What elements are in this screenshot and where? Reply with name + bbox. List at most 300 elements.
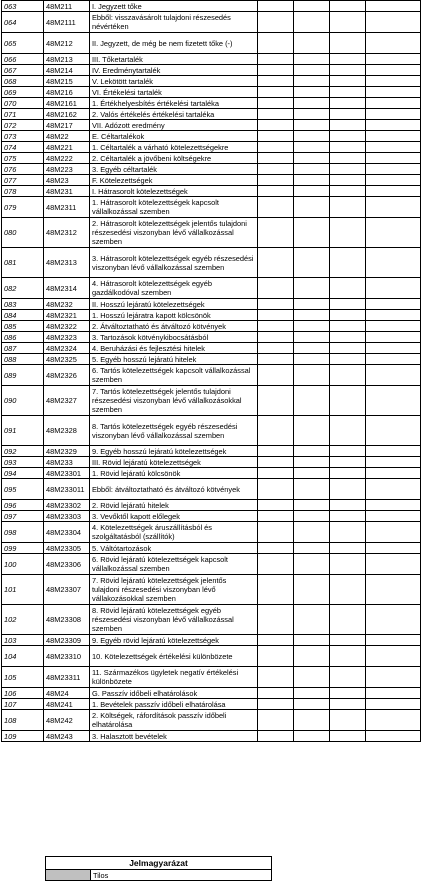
row-number: 069 — [2, 87, 44, 98]
legend-label-forbidden: Tilos — [91, 870, 272, 881]
value-cell-2[interactable] — [294, 554, 330, 575]
value-cell-4[interactable] — [366, 332, 421, 343]
row-label: E. Céltartalékok — [90, 131, 258, 142]
row-label: Ebből: átváltoztatható és átváltozó kötvények — [90, 479, 258, 500]
value-cell-2[interactable] — [294, 218, 330, 248]
table-row — [2, 65, 421, 76]
value-cell-4[interactable] — [366, 1, 421, 12]
value-cell-3[interactable] — [330, 543, 366, 554]
row-label: 4. Kötelezettségek áruszállításból és szolgáltatásból (szállítók) — [90, 522, 258, 543]
value-cell-2[interactable] — [294, 667, 330, 688]
value-cell-2[interactable] — [294, 457, 330, 468]
row-number: 070 — [2, 98, 44, 109]
row-label: 11. Származékos ügyletek negatív értékelési különbözete — [90, 667, 258, 688]
table-row — [2, 710, 421, 731]
row-code: 48M242 — [44, 710, 90, 731]
value-cell-2[interactable] — [294, 446, 330, 457]
table-row — [2, 468, 421, 479]
table-row — [2, 554, 421, 575]
row-code: 48M2322 — [44, 321, 90, 332]
row-number: 080 — [2, 218, 44, 248]
row-label: II. Jegyzett, de még be nem fizetett tőke (-) — [90, 33, 258, 54]
row-number: 086 — [2, 332, 44, 343]
table-row — [2, 278, 421, 299]
row-code: 48M23303 — [44, 511, 90, 522]
row-code: 48M2328 — [44, 416, 90, 446]
value-cell-4[interactable] — [366, 186, 421, 197]
value-cell-4[interactable] — [366, 218, 421, 248]
value-cell-4[interactable] — [366, 54, 421, 65]
value-cell-1[interactable] — [258, 321, 294, 332]
value-cell-1[interactable] — [258, 131, 294, 142]
row-label: VI. Értékelési tartalék — [90, 87, 258, 98]
value-cell-2[interactable] — [294, 343, 330, 354]
row-label: 3. Tartozások kötvénykibocsátásból — [90, 332, 258, 343]
value-cell-3[interactable] — [330, 310, 366, 321]
table-row — [2, 731, 421, 742]
row-number: 075 — [2, 153, 44, 164]
value-cell-2[interactable] — [294, 479, 330, 500]
table-row — [2, 354, 421, 365]
value-cell-3[interactable] — [330, 554, 366, 575]
row-label: 6. Rövid lejáratú kötelezettségek kapcsolt vállalkozással szemben — [90, 554, 258, 575]
value-cell-3[interactable] — [330, 646, 366, 667]
value-cell-3[interactable] — [330, 522, 366, 543]
value-cell-4[interactable] — [366, 98, 421, 109]
value-cell-3[interactable] — [330, 354, 366, 365]
value-cell-3[interactable] — [330, 1, 366, 12]
value-cell-3[interactable] — [330, 500, 366, 511]
value-cell-3[interactable] — [330, 446, 366, 457]
row-code: 48M23304 — [44, 522, 90, 543]
row-number: 081 — [2, 248, 44, 278]
value-cell-1[interactable] — [258, 500, 294, 511]
value-cell-3[interactable] — [330, 153, 366, 164]
row-number: 085 — [2, 321, 44, 332]
value-cell-4[interactable] — [366, 554, 421, 575]
value-cell-2[interactable] — [294, 710, 330, 731]
row-code: 48M23306 — [44, 554, 90, 575]
row-number: 095 — [2, 479, 44, 500]
value-cell-4[interactable] — [366, 575, 421, 605]
value-cell-4[interactable] — [366, 197, 421, 218]
value-cell-4[interactable] — [366, 76, 421, 87]
value-cell-1[interactable] — [258, 688, 294, 699]
value-cell-3[interactable] — [330, 479, 366, 500]
table-row — [2, 164, 421, 175]
row-code: 48M22 — [44, 131, 90, 142]
table-row — [2, 543, 421, 554]
value-cell-3[interactable] — [330, 120, 366, 131]
value-cell-2[interactable] — [294, 131, 330, 142]
value-cell-2[interactable] — [294, 278, 330, 299]
value-cell-1[interactable] — [258, 332, 294, 343]
value-cell-2[interactable] — [294, 468, 330, 479]
value-cell-3[interactable] — [330, 109, 366, 120]
value-cell-2[interactable] — [294, 33, 330, 54]
value-cell-3[interactable] — [330, 33, 366, 54]
value-cell-2[interactable] — [294, 386, 330, 416]
value-cell-2[interactable] — [294, 365, 330, 386]
value-cell-4[interactable] — [366, 386, 421, 416]
value-cell-1[interactable] — [258, 142, 294, 153]
value-cell-1[interactable] — [258, 457, 294, 468]
row-code: 48M213 — [44, 54, 90, 65]
value-cell-3[interactable] — [330, 343, 366, 354]
value-cell-3[interactable] — [330, 87, 366, 98]
row-number: 099 — [2, 543, 44, 554]
value-cell-3[interactable] — [330, 321, 366, 332]
value-cell-2[interactable] — [294, 543, 330, 554]
table-row — [2, 321, 421, 332]
value-cell-4[interactable] — [366, 605, 421, 635]
row-number: 082 — [2, 278, 44, 299]
row-code: 48M2327 — [44, 386, 90, 416]
value-cell-3[interactable] — [330, 688, 366, 699]
value-cell-4[interactable] — [366, 457, 421, 468]
row-code: 48M241 — [44, 699, 90, 710]
row-label: G. Passzív időbeli elhatárolások — [90, 688, 258, 699]
row-label: 3. Vevőktől kapott előlegek — [90, 511, 258, 522]
value-cell-1[interactable] — [258, 299, 294, 310]
row-number: 097 — [2, 511, 44, 522]
value-cell-1[interactable] — [258, 543, 294, 554]
value-cell-4[interactable] — [366, 343, 421, 354]
value-cell-4[interactable] — [366, 710, 421, 731]
row-number: 104 — [2, 646, 44, 667]
row-code: 48M221 — [44, 142, 90, 153]
value-cell-4[interactable] — [366, 142, 421, 153]
table-row — [2, 646, 421, 667]
value-cell-3[interactable] — [330, 332, 366, 343]
row-number: 102 — [2, 605, 44, 635]
row-code: 48M2321 — [44, 310, 90, 321]
value-cell-1[interactable] — [258, 310, 294, 321]
value-cell-2[interactable] — [294, 120, 330, 131]
value-cell-4[interactable] — [366, 688, 421, 699]
value-cell-4[interactable] — [366, 699, 421, 710]
value-cell-1[interactable] — [258, 635, 294, 646]
value-cell-2[interactable] — [294, 197, 330, 218]
row-code: 48M2326 — [44, 365, 90, 386]
row-number: 101 — [2, 575, 44, 605]
value-cell-1[interactable] — [258, 153, 294, 164]
value-cell-3[interactable] — [330, 164, 366, 175]
value-cell-2[interactable] — [294, 109, 330, 120]
row-code: 48M2329 — [44, 446, 90, 457]
value-cell-1[interactable] — [258, 33, 294, 54]
row-number: 077 — [2, 175, 44, 186]
value-cell-1[interactable] — [258, 109, 294, 120]
value-cell-1[interactable] — [258, 197, 294, 218]
value-cell-4[interactable] — [366, 109, 421, 120]
table-row — [2, 109, 421, 120]
row-code: 48M2313 — [44, 248, 90, 278]
value-cell-2[interactable] — [294, 699, 330, 710]
table-row — [2, 457, 421, 468]
value-cell-2[interactable] — [294, 164, 330, 175]
value-cell-2[interactable] — [294, 248, 330, 278]
value-cell-4[interactable] — [366, 667, 421, 688]
value-cell-3[interactable] — [330, 278, 366, 299]
row-number: 065 — [2, 33, 44, 54]
value-cell-3[interactable] — [330, 731, 366, 742]
value-cell-1[interactable] — [258, 1, 294, 12]
value-cell-1[interactable] — [258, 646, 294, 667]
value-cell-4[interactable] — [366, 33, 421, 54]
value-cell-4[interactable] — [366, 310, 421, 321]
value-cell-1[interactable] — [258, 667, 294, 688]
value-cell-1[interactable] — [258, 87, 294, 98]
value-cell-1[interactable] — [258, 354, 294, 365]
row-label: 1. Bevételek passzív időbeli elhatárolása — [90, 699, 258, 710]
value-cell-3[interactable] — [330, 299, 366, 310]
value-cell-3[interactable] — [330, 76, 366, 87]
value-cell-3[interactable] — [330, 468, 366, 479]
value-cell-2[interactable] — [294, 605, 330, 635]
value-cell-2[interactable] — [294, 153, 330, 164]
value-cell-2[interactable] — [294, 175, 330, 186]
row-number: 073 — [2, 131, 44, 142]
table-row — [2, 218, 421, 248]
value-cell-1[interactable] — [258, 76, 294, 87]
row-number: 076 — [2, 164, 44, 175]
row-code: 48M2325 — [44, 354, 90, 365]
row-label: I. Jegyzett tőke — [90, 1, 258, 12]
value-cell-2[interactable] — [294, 186, 330, 197]
value-cell-3[interactable] — [330, 98, 366, 109]
table-row — [2, 1, 421, 12]
value-cell-4[interactable] — [366, 65, 421, 76]
value-cell-1[interactable] — [258, 248, 294, 278]
row-label: I. Hátrasorolt kötelezettségek — [90, 186, 258, 197]
value-cell-1[interactable] — [258, 605, 294, 635]
value-cell-1[interactable] — [258, 731, 294, 742]
value-cell-2[interactable] — [294, 688, 330, 699]
value-cell-2[interactable] — [294, 646, 330, 667]
value-cell-3[interactable] — [330, 605, 366, 635]
table-row — [2, 186, 421, 197]
value-cell-1[interactable] — [258, 699, 294, 710]
value-cell-3[interactable] — [330, 65, 366, 76]
value-cell-1[interactable] — [258, 54, 294, 65]
row-label: 1. Rövid lejáratú kölcsönök — [90, 468, 258, 479]
row-label: 2. Céltartalék a jövőbeni költségekre — [90, 153, 258, 164]
row-number: 072 — [2, 120, 44, 131]
value-cell-1[interactable] — [258, 98, 294, 109]
value-cell-2[interactable] — [294, 500, 330, 511]
value-cell-3[interactable] — [330, 386, 366, 416]
row-code: 48M2162 — [44, 109, 90, 120]
value-cell-4[interactable] — [366, 468, 421, 479]
value-cell-1[interactable] — [258, 175, 294, 186]
value-cell-4[interactable] — [366, 635, 421, 646]
value-cell-1[interactable] — [258, 186, 294, 197]
row-label: 7. Rövid lejáratú kötelezettségek jelentős tulajdoni részesedési viszonyban lévő vállakozásokkal szemben — [90, 575, 258, 605]
row-code: 48M223 — [44, 164, 90, 175]
row-number: 087 — [2, 343, 44, 354]
value-cell-4[interactable] — [366, 543, 421, 554]
row-number: 096 — [2, 500, 44, 511]
table-row — [2, 131, 421, 142]
row-code: 48M215 — [44, 76, 90, 87]
value-cell-3[interactable] — [330, 699, 366, 710]
value-cell-1[interactable] — [258, 278, 294, 299]
value-cell-4[interactable] — [366, 175, 421, 186]
value-cell-2[interactable] — [294, 731, 330, 742]
value-cell-4[interactable] — [366, 321, 421, 332]
value-cell-2[interactable] — [294, 299, 330, 310]
value-cell-3[interactable] — [330, 511, 366, 522]
value-cell-3[interactable] — [330, 248, 366, 278]
value-cell-1[interactable] — [258, 522, 294, 543]
value-cell-4[interactable] — [366, 153, 421, 164]
table-row — [2, 688, 421, 699]
value-cell-2[interactable] — [294, 12, 330, 33]
row-code: 48M23 — [44, 175, 90, 186]
value-cell-1[interactable] — [258, 554, 294, 575]
value-cell-4[interactable] — [366, 646, 421, 667]
value-cell-3[interactable] — [330, 142, 366, 153]
row-number: 106 — [2, 688, 44, 699]
value-cell-4[interactable] — [366, 446, 421, 457]
value-cell-1[interactable] — [258, 468, 294, 479]
row-label: 4. Hátrasorolt kötelezettségek egyéb gazdálkodóval szemben — [90, 278, 258, 299]
value-cell-4[interactable] — [366, 164, 421, 175]
value-cell-4[interactable] — [366, 12, 421, 33]
value-cell-3[interactable] — [330, 175, 366, 186]
value-cell-4[interactable] — [366, 731, 421, 742]
row-code: 48M23309 — [44, 635, 90, 646]
value-cell-4[interactable] — [366, 87, 421, 98]
value-cell-1[interactable] — [258, 446, 294, 457]
value-cell-3[interactable] — [330, 416, 366, 446]
value-cell-1[interactable] — [258, 479, 294, 500]
value-cell-2[interactable] — [294, 575, 330, 605]
table-row — [2, 175, 421, 186]
table-row — [2, 446, 421, 457]
value-cell-3[interactable] — [330, 457, 366, 468]
value-cell-2[interactable] — [294, 522, 330, 543]
value-cell-3[interactable] — [330, 710, 366, 731]
value-cell-2[interactable] — [294, 142, 330, 153]
value-cell-1[interactable] — [258, 164, 294, 175]
row-number: 083 — [2, 299, 44, 310]
value-cell-1[interactable] — [258, 65, 294, 76]
value-cell-1[interactable] — [258, 343, 294, 354]
value-cell-4[interactable] — [366, 416, 421, 446]
row-label: III. Tőketartalék — [90, 54, 258, 65]
row-label: V. Lekötött tartalék — [90, 76, 258, 87]
row-label: 1. Értékhelyesbítés értékelési tartaléka — [90, 98, 258, 109]
row-label: 2. Rövid lejáratú hitelek — [90, 500, 258, 511]
value-cell-2[interactable] — [294, 87, 330, 98]
row-label: 1. Hátrasorolt kötelezettségek kapcsolt vállalkozással szemben — [90, 197, 258, 218]
row-code: 48M2324 — [44, 343, 90, 354]
value-cell-3[interactable] — [330, 131, 366, 142]
value-cell-4[interactable] — [366, 511, 421, 522]
value-cell-2[interactable] — [294, 54, 330, 65]
value-cell-2[interactable] — [294, 635, 330, 646]
value-cell-4[interactable] — [366, 522, 421, 543]
row-number: 088 — [2, 354, 44, 365]
value-cell-1[interactable] — [258, 386, 294, 416]
row-code: 48M2323 — [44, 332, 90, 343]
legend — [45, 856, 271, 881]
row-label: 9. Egyéb hosszú lejáratú kötelezettségek — [90, 446, 258, 457]
value-cell-4[interactable] — [366, 248, 421, 278]
value-cell-1[interactable] — [258, 365, 294, 386]
value-cell-2[interactable] — [294, 416, 330, 446]
row-label: 8. Rövid lejáratú kötelezettségek egyéb részesedési viszonyban lévő vállalkozással szemben — [90, 605, 258, 635]
value-cell-2[interactable] — [294, 354, 330, 365]
value-cell-2[interactable] — [294, 98, 330, 109]
value-cell-4[interactable] — [366, 278, 421, 299]
value-cell-3[interactable] — [330, 186, 366, 197]
row-label: 3. Halasztott bevételek — [90, 731, 258, 742]
row-label: 5. Egyéb hosszú lejáratú hitelek — [90, 354, 258, 365]
value-cell-4[interactable] — [366, 365, 421, 386]
row-number: 084 — [2, 310, 44, 321]
value-cell-2[interactable] — [294, 1, 330, 12]
value-cell-3[interactable] — [330, 635, 366, 646]
value-cell-1[interactable] — [258, 12, 294, 33]
value-cell-1[interactable] — [258, 218, 294, 248]
row-number: 074 — [2, 142, 44, 153]
value-cell-1[interactable] — [258, 575, 294, 605]
table-row — [2, 120, 421, 131]
row-label: 6. Tartós kötelezettségek kapcsolt vállalkozással szemben — [90, 365, 258, 386]
table-row — [2, 153, 421, 164]
value-cell-4[interactable] — [366, 131, 421, 142]
row-number: 093 — [2, 457, 44, 468]
value-cell-1[interactable] — [258, 416, 294, 446]
row-number: 105 — [2, 667, 44, 688]
value-cell-3[interactable] — [330, 575, 366, 605]
value-cell-3[interactable] — [330, 667, 366, 688]
value-cell-3[interactable] — [330, 365, 366, 386]
value-cell-4[interactable] — [366, 500, 421, 511]
value-cell-1[interactable] — [258, 710, 294, 731]
row-number: 079 — [2, 197, 44, 218]
value-cell-2[interactable] — [294, 65, 330, 76]
value-cell-3[interactable] — [330, 54, 366, 65]
value-cell-2[interactable] — [294, 310, 330, 321]
table-row — [2, 332, 421, 343]
value-cell-1[interactable] — [258, 120, 294, 131]
table-row — [2, 667, 421, 688]
row-number: 064 — [2, 12, 44, 33]
value-cell-3[interactable] — [330, 12, 366, 33]
value-cell-2[interactable] — [294, 511, 330, 522]
value-cell-2[interactable] — [294, 76, 330, 87]
value-cell-3[interactable] — [330, 218, 366, 248]
row-number: 109 — [2, 731, 44, 742]
value-cell-4[interactable] — [366, 120, 421, 131]
value-cell-2[interactable] — [294, 332, 330, 343]
value-cell-1[interactable] — [258, 511, 294, 522]
row-number: 068 — [2, 76, 44, 87]
row-code: 48M243 — [44, 731, 90, 742]
value-cell-4[interactable] — [366, 479, 421, 500]
value-cell-4[interactable] — [366, 299, 421, 310]
table-row — [2, 197, 421, 218]
value-cell-2[interactable] — [294, 321, 330, 332]
value-cell-3[interactable] — [330, 197, 366, 218]
row-number: 067 — [2, 65, 44, 76]
table-row — [2, 605, 421, 635]
value-cell-4[interactable] — [366, 354, 421, 365]
